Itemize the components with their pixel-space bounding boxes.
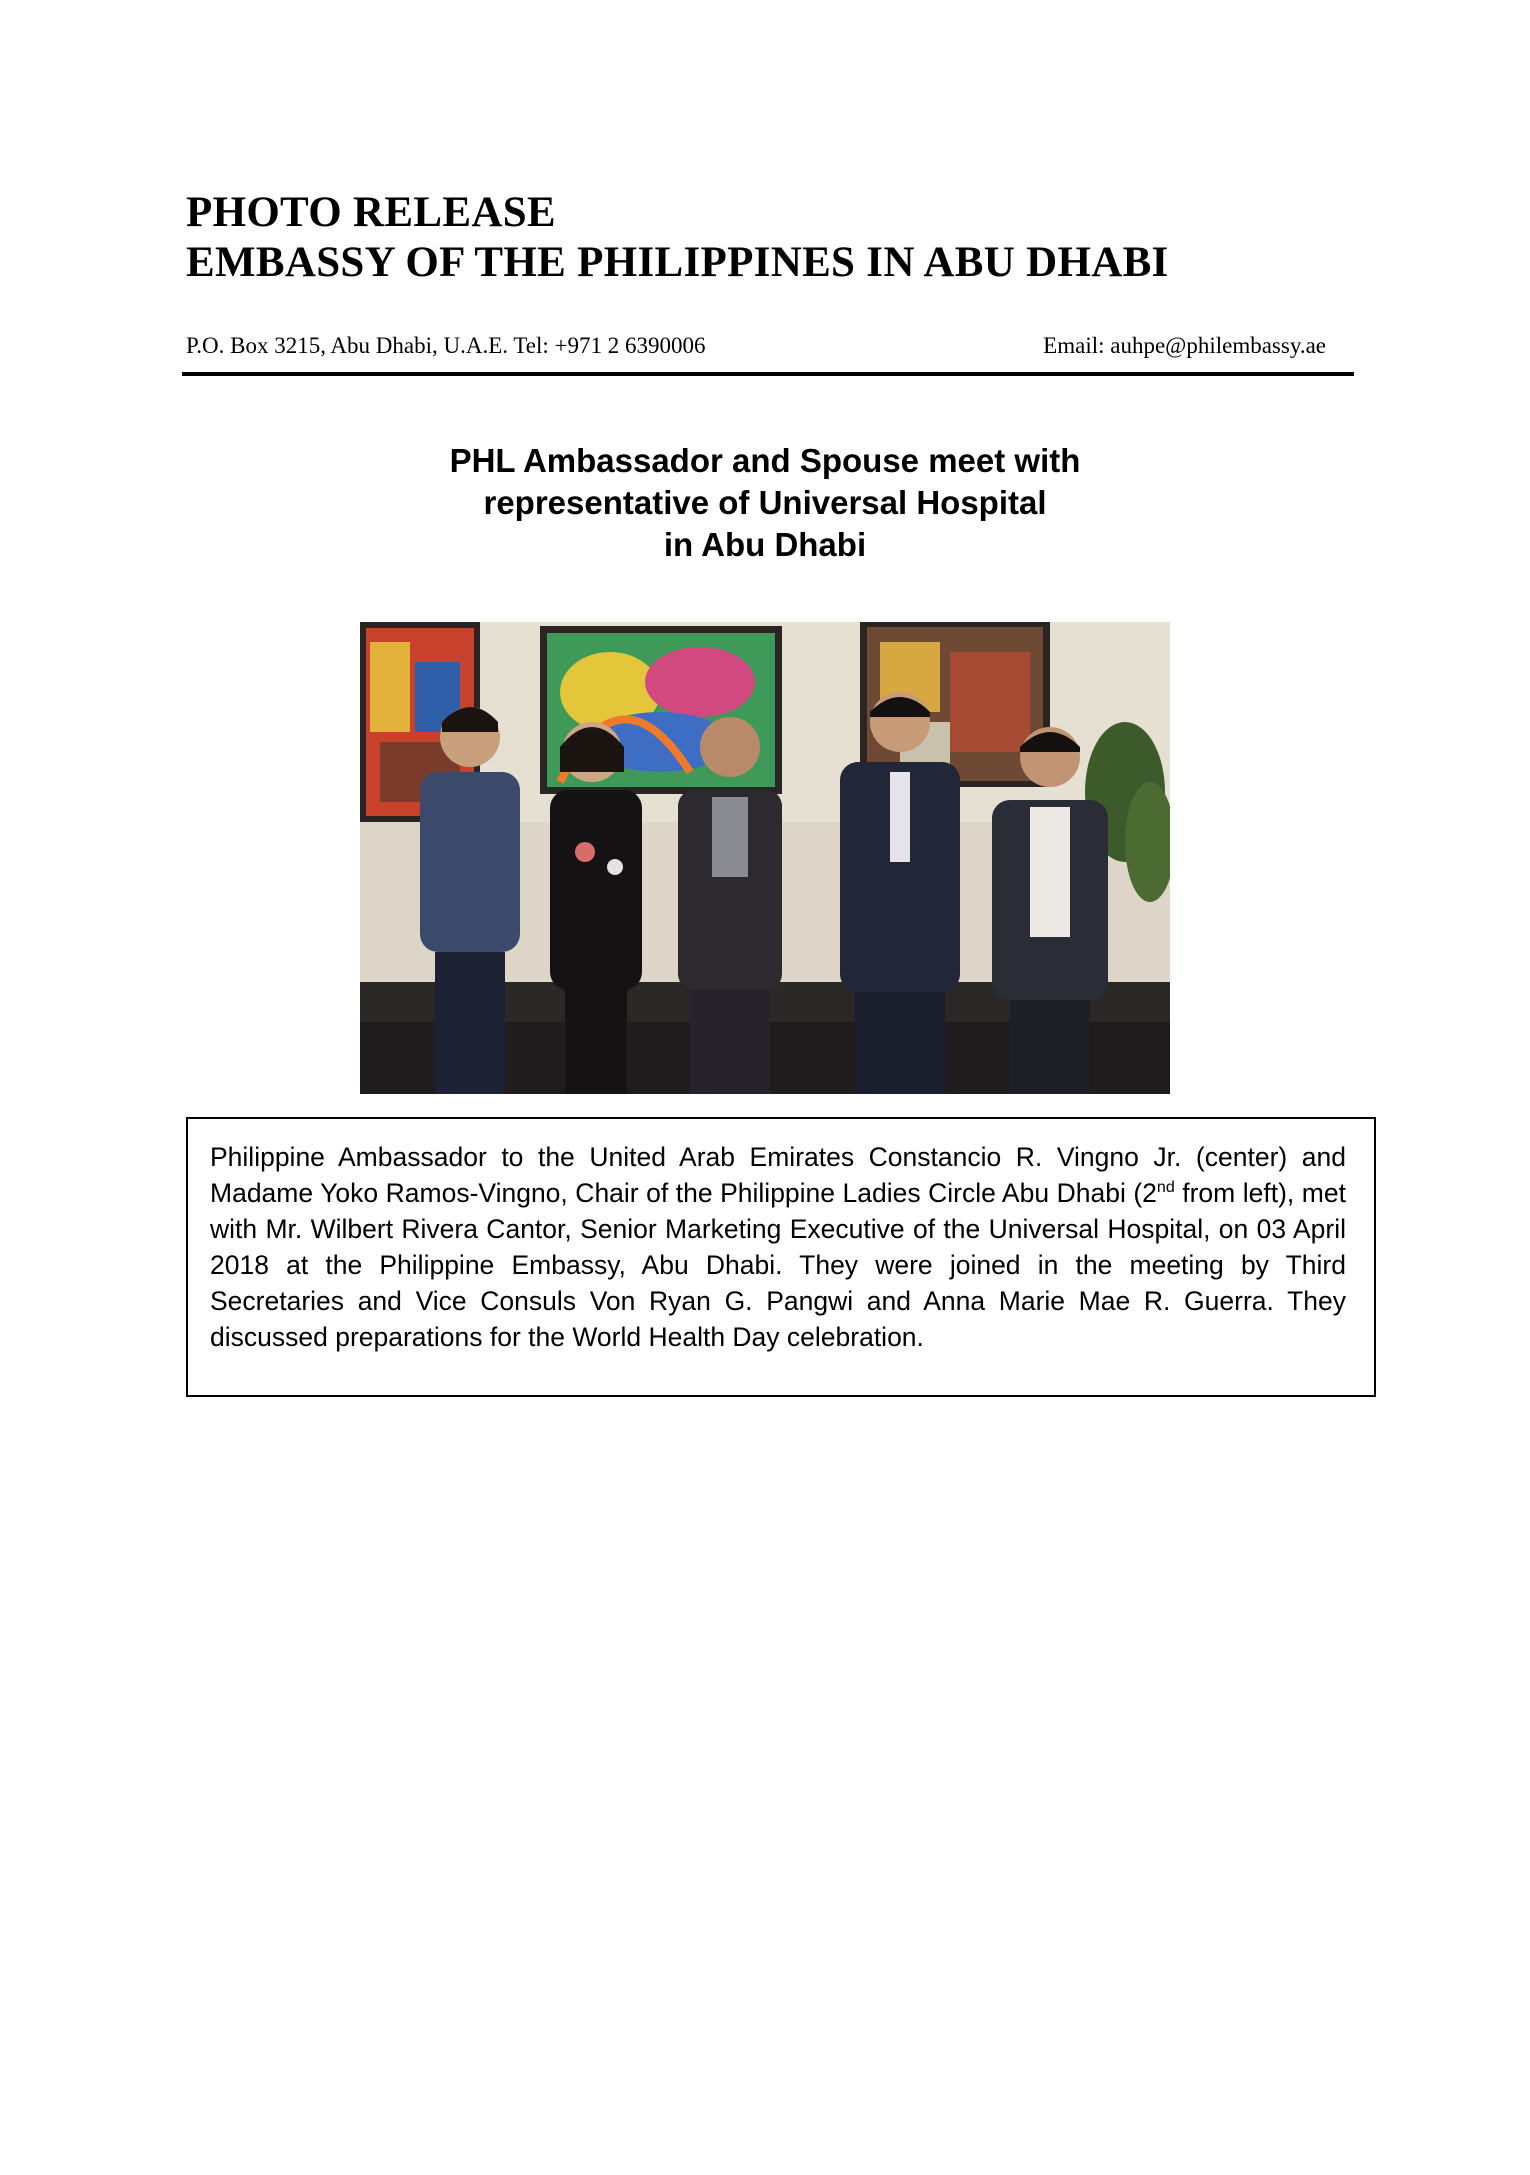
caption-text-part-1: Philippine Ambassador to the United Arab Emirates Constancio R. Vingno Jr. (center) and Madame Yoko Ramos-Vingno, Chair of the Philippine Ladies Circle Abu Dhabi (2 <box>210 1142 1346 1208</box>
photo-caption <box>186 1117 1376 1397</box>
document-header <box>186 188 1386 288</box>
header-line-embassy: EMBASSY OF THE PHILIPPINES IN ABU DHABI <box>186 239 1169 286</box>
caption-ordinal-suffix: nd <box>1156 1179 1175 1197</box>
address-text: P.O. Box 3215, Abu Dhabi, U.A.E. Tel: +971 2 6390006 <box>186 333 706 358</box>
group-photo <box>360 622 1170 1094</box>
header-divider <box>182 372 1354 376</box>
caption-text-part-2: from left), met with Mr. Wilbert Rivera Cantor, Senior Marketing Executive of the Universal Hospital, on 03 April 2018 at the Philippine Embassy, Abu Dhabi. They were joined in the meeting by Third Secretaries and Vice Consuls Von Ryan G. Pangwi and Anna Marie Mae R. Guerra. They discussed preparations for the World Health Day celebration. <box>210 1178 1346 1352</box>
contact-line <box>186 333 1326 363</box>
header-line-photo-release: PHOTO RELEASE <box>186 189 556 236</box>
headline <box>300 440 1230 566</box>
headline-line-3: in Abu Dhabi <box>663 526 867 563</box>
headline-line-2: representative of Universal Hospital <box>483 484 1047 521</box>
headline-line-1: PHL Ambassador and Spouse meet with <box>449 442 1081 479</box>
email-text: Email: auhpe@philembassy.ae <box>1043 333 1326 358</box>
